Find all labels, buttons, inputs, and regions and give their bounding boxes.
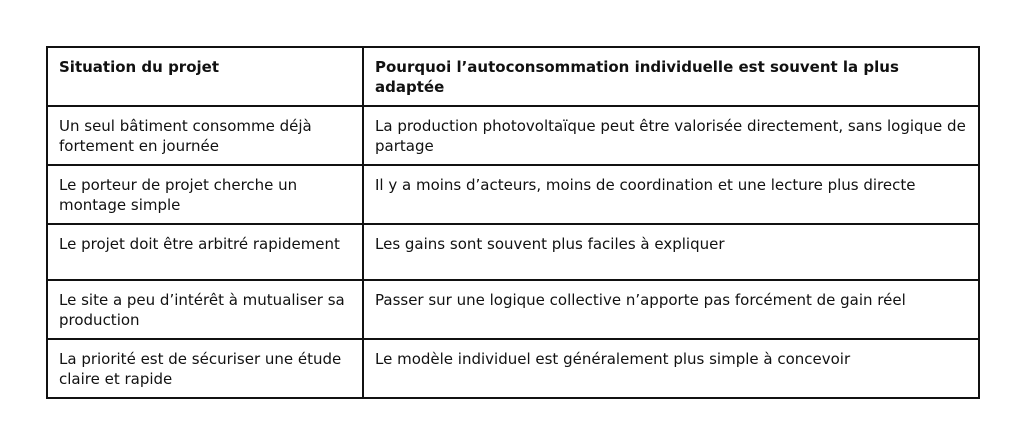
table-row xyxy=(47,280,979,339)
column-header-pourquoi: Pourquoi l’autoconsommation individuelle est souvent la plus adaptée xyxy=(363,47,979,106)
cell-pourquoi: Passer sur une logique collective n’apporte pas forcément de gain réel xyxy=(363,280,979,339)
table-row xyxy=(47,224,979,280)
table-header-row xyxy=(47,47,979,106)
table-row xyxy=(47,339,979,398)
column-header-situation: Situation du projet xyxy=(47,47,363,106)
comparison-table xyxy=(46,46,980,399)
cell-pourquoi: Il y a moins d’acteurs, moins de coordination et une lecture plus directe xyxy=(363,165,979,224)
cell-situation: Le site a peu d’intérêt à mutualiser sa production xyxy=(47,280,363,339)
cell-pourquoi: Le modèle individuel est généralement plus simple à concevoir xyxy=(363,339,979,398)
table-row xyxy=(47,165,979,224)
cell-situation: Le porteur de projet cherche un montage simple xyxy=(47,165,363,224)
cell-pourquoi: La production photovoltaïque peut être valorisée directement, sans logique de partage xyxy=(363,106,979,165)
cell-situation: Un seul bâtiment consomme déjà fortement en journée xyxy=(47,106,363,165)
table-row xyxy=(47,106,979,165)
cell-pourquoi: Les gains sont souvent plus faciles à expliquer xyxy=(363,224,979,280)
cell-situation: La priorité est de sécuriser une étude claire et rapide xyxy=(47,339,363,398)
table-container xyxy=(46,46,978,399)
cell-situation: Le projet doit être arbitré rapidement xyxy=(47,224,363,280)
